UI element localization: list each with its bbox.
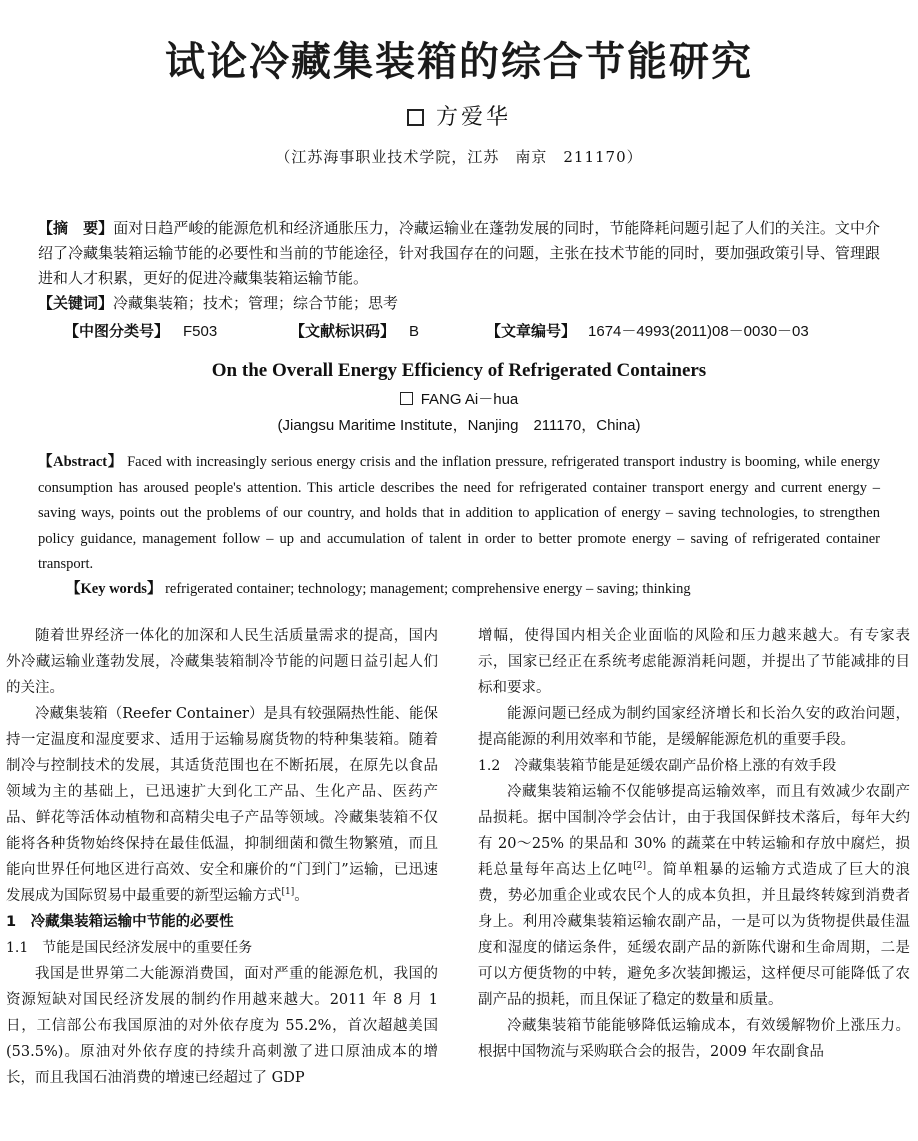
citation-ref: [1] bbox=[281, 887, 295, 898]
abstract-cn-paragraph bbox=[38, 216, 880, 291]
doc-code-item bbox=[290, 319, 486, 344]
body-column-left bbox=[6, 623, 438, 1091]
clc-value: F503 bbox=[183, 323, 218, 340]
keywords-cn-label: 【关键词】 bbox=[38, 294, 114, 312]
body-text: 冷藏集装箱运输不仅能够提高运输效率，而且有效减少农副产品损耗。据中国制冷学会估计，由于我国保鲜技术落后，每年大约有 20～25% 的果品和 30% 的蔬菜在中转运输和存放中腐烂，损耗总量每年高达上亿吨 bbox=[478, 784, 910, 878]
english-title: On the Overall Energy Efficiency of Refrigerated Containers bbox=[211, 360, 707, 381]
affiliation: （江苏海事职业技术学院，江苏 南京 211170） bbox=[275, 148, 643, 166]
abstract-cn-text: 面对日趋严峻的能源危机和经济通胀压力，冷藏运输业在蓬勃发展的同时，节能降耗问题引起了人们的关注。文中介绍了冷藏集装箱运输节能的必要性和当前的节能途径，针对我国存在的问题，主张在技术节能的同时，要加强政策引导、管理跟进和人才积累，更好的促进冷藏集装箱运输节能。 bbox=[38, 219, 880, 287]
keywords-en bbox=[66, 577, 886, 601]
keywords-cn bbox=[38, 291, 880, 316]
article-no-item bbox=[486, 319, 809, 344]
article-no-label: 【文章编号】 bbox=[486, 322, 577, 340]
body-paragraph: 随着世界经济一体化的加深和人民生活质量需求的提高，国内外冷藏运输业蓬勃发展，冷藏集装箱制冷节能的问题日益引起人们的关注。 bbox=[6, 628, 438, 696]
body-text: 。 bbox=[294, 888, 309, 904]
abstract-cn bbox=[38, 216, 880, 316]
clc-label: 【中图分类号】 bbox=[64, 322, 170, 340]
body-paragraph: 我国是世界第二大能源消费国，面对严重的能源危机，我国的资源短缺对国民经济发展的制约作用越来越大。2011 年 8 月 1 日，工信部公布我国原油的对外依存度为 55.2%，首次超越美国(53.5%)。原油对外依存度的持续升高刺激了进口原油成本的增长，而且我国石油消费的增速已经超过了 GDP bbox=[6, 966, 438, 1086]
body-paragraph: 增幅，使得国内相关企业面临的风险和压力越来越大。有专家表示，国家已经正在系统考虑能源消耗问题，并提出了节能减排的目标和要求。 bbox=[478, 628, 910, 696]
body-paragraph bbox=[478, 779, 910, 1013]
keywords-cn-text: 冷藏集装箱；技术；管理；综合节能；思考 bbox=[113, 294, 399, 312]
article-no-value: 1674－4993(2011)08－0030－03 bbox=[588, 323, 809, 340]
doc-code-label: 【文献标识码】 bbox=[290, 322, 396, 340]
abstract-en-label: 【Abstract】 bbox=[38, 454, 123, 470]
doc-code-value: B bbox=[409, 323, 420, 340]
author-name: 方爱华 bbox=[435, 105, 511, 130]
body-paragraph bbox=[6, 701, 438, 909]
abstract-en-text: Faced with increasingly serious energy crisis and the inflation pressure, refrigerated transport industry is booming, while energy consumption has aroused people's attention. This article describes the need for refrigerated container transport energy and current energy – saving ways, points out the problems of our country, and holds that in addition to application of energy – saving technologies, to strengthen policy guidance, management follow – up and accumulation of talent in order to better promote energy – saving of refrigerated container transport. bbox=[38, 454, 880, 572]
body-text: 。简单粗暴的运输方式造成了巨大的浪费，势必加重企业或农民个人的成本负担，并且最终转嫁到消费者身上。利用冷藏集装箱运输农副产品，一是可以为货物提供最佳温度和湿度的储运条件，延缓农副产品的新陈代谢和生命周期，二是可以方便货物的中转，避免多次装卸搬运，这样便尽可能降低了农副产品的损耗，而且保证了稳定的数量和质量。 bbox=[478, 862, 911, 1008]
subsection-heading: 1.2 冷藏集装箱节能是延缓农副产品价格上涨的有效手段 bbox=[478, 758, 837, 774]
classification-info bbox=[64, 319, 894, 344]
citation-ref: [2] bbox=[633, 861, 647, 872]
body-paragraph: 能源问题已经成为制约国家经济增长和长治久安的政治问题，提高能源的利用效率和节能，是缓解能源危机的重要手段。 bbox=[478, 706, 910, 748]
abstract-en-paragraph bbox=[38, 450, 880, 578]
square-box-icon bbox=[400, 392, 413, 405]
subsection-heading: 1.1 节能是国民经济发展中的重要任务 bbox=[6, 940, 253, 956]
english-affiliation: (Jiangsu Maritime Institute，Nanjing 211170，China) bbox=[277, 417, 641, 434]
square-box-icon bbox=[407, 109, 424, 126]
english-author-line bbox=[0, 388, 918, 409]
keywords-en-text: refrigerated container; technology; management; comprehensive energy – saving; thinking bbox=[161, 581, 691, 597]
abstract-cn-label: 【摘 要】 bbox=[38, 219, 114, 237]
section-heading: 1 冷藏集装箱运输中节能的必要性 bbox=[6, 914, 234, 930]
body-paragraph: 冷藏集装箱节能能够降低运输成本，有效缓解物价上涨压力。根据中国物流与采购联合会的报告，2009 年农副食品 bbox=[478, 1018, 910, 1060]
author-line bbox=[0, 100, 918, 131]
clc-item bbox=[64, 319, 290, 344]
english-author-name: FANG Ai－hua bbox=[420, 391, 519, 408]
keywords-en-label: 【Key words】 bbox=[66, 581, 162, 597]
abstract-en bbox=[38, 450, 880, 578]
body-column-right bbox=[478, 623, 910, 1065]
paper-title: 试论冷藏集装箱的综合节能研究 bbox=[165, 39, 753, 85]
body-text: 冷藏集装箱（Reefer Container）是具有较强隔热性能、能保持一定温度和湿度要求、适用于运输易腐货物的特种集装箱。随着制冷与控制技术的发展，其适货范围也在不断拓展，在原先以食品领域为主的基础上，已迅速扩大到化工产品、生化产品、医药产品、鲜花等活体动植物和高精尖电子产品等领域。冷藏集装箱不仅能将各种货物始终保持在最佳低温，抑制细菌和微生物繁殖，而且能向世界任何地区进行高效、安全和廉价的“门到门”运输，已迅速发展成为国际贸易中最重要的新型运输方式 bbox=[6, 706, 438, 904]
classification-row bbox=[64, 319, 894, 344]
